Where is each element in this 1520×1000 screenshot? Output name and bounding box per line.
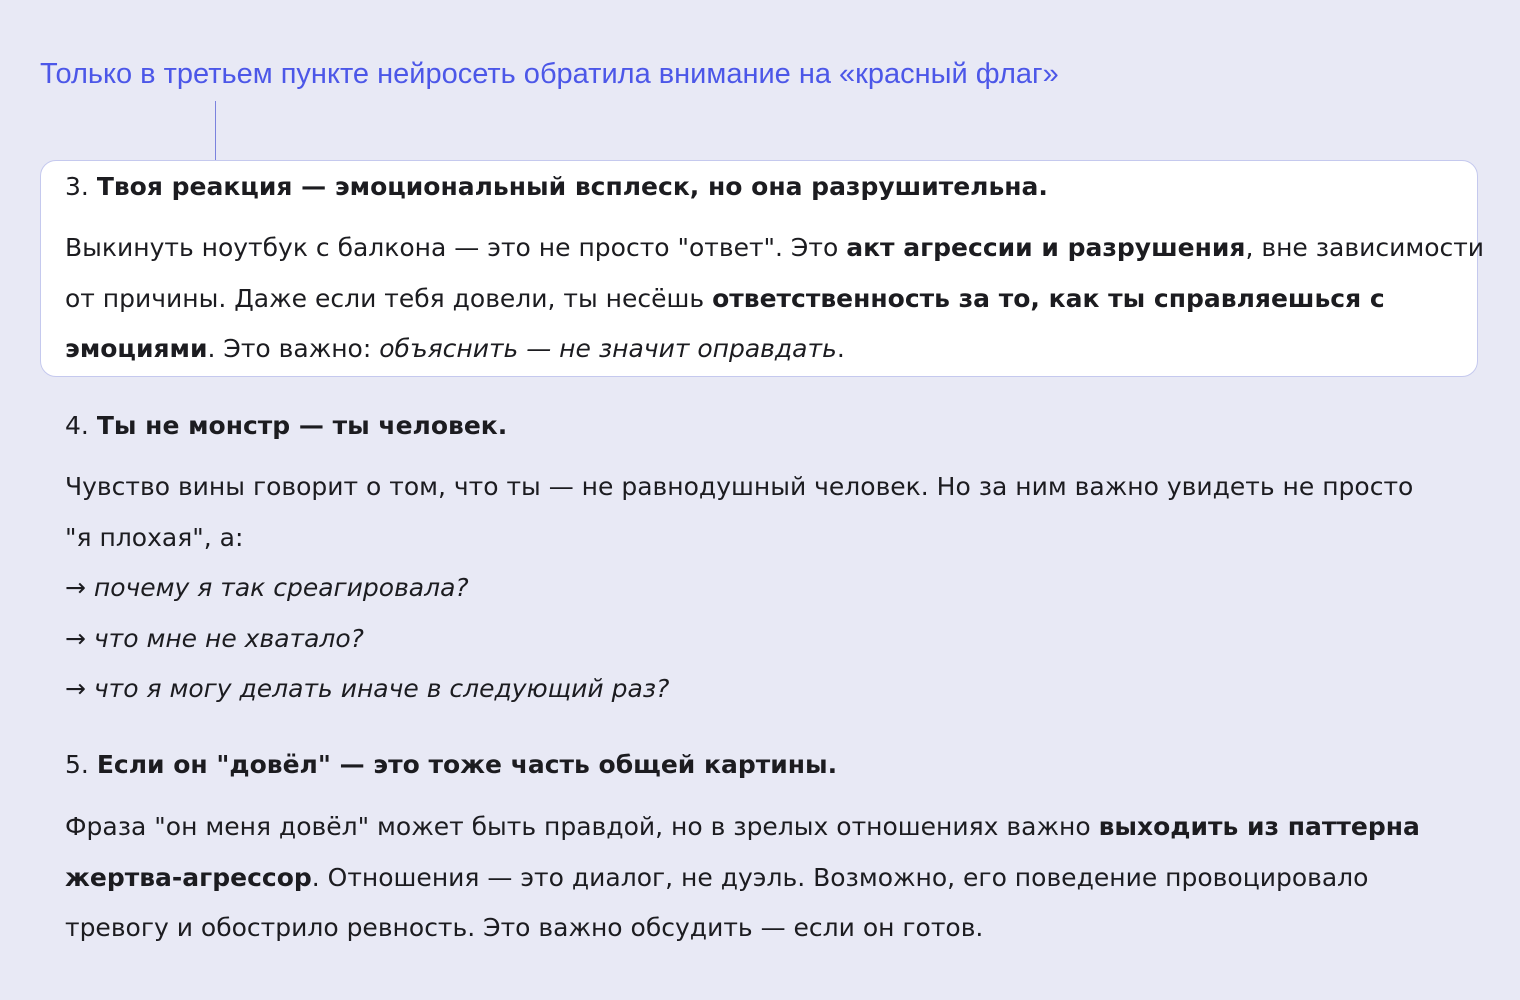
item-3-heading — [65, 170, 1048, 204]
item-4-question-2: → что мне не хватало? — [65, 623, 364, 653]
item-5-line-3: тревогу и обострило ревность. Это важно обсудить — если он готов. — [65, 913, 984, 942]
item-5-number: 5. — [65, 750, 97, 779]
item-3-paragraph — [65, 223, 1484, 375]
item-5-heading — [65, 748, 837, 782]
item-5-paragraph — [65, 802, 1420, 954]
annotation-caption: Только в третьем пункте нейросеть обратила внимание на «красный флаг» — [40, 58, 1059, 90]
item-4-heading — [65, 409, 507, 443]
item-5-title: Если он "довёл" — это тоже часть общей картины. — [96, 750, 838, 779]
item-4-line-2: "я плохая", а: — [65, 522, 244, 552]
item-4-paragraph — [65, 462, 1413, 715]
item-3-number: 3. — [65, 172, 97, 201]
item-4-question-3: → что я могу делать иначе в следующий раз? — [65, 674, 670, 703]
annotation-connector-line — [215, 101, 216, 161]
item-4-question-1: → почему я так среагировала? — [65, 573, 469, 602]
item-3-line-1: Выкинуть ноутбук с балкона — это не просто "ответ". Это акт агрессии и разрушения, вне зависимости — [65, 233, 1485, 262]
item-4-title: Ты не монстр — ты человек. — [96, 411, 508, 440]
item-4-line-1: Чувство вины говорит о том, что ты — не равнодушный человек. Но за ним важно увидеть не просто — [65, 472, 1414, 501]
item-3-line-2: от причины. Даже если тебя довели, ты несёшь ответственность за то, как ты справляешься с — [65, 283, 1385, 313]
item-5-line-2: жертва-агрессор. Отношения — это диалог, не дуэль. Возможно, его поведение провоцировало — [65, 862, 1369, 892]
item-3-line-3: эмоциями. Это важно: объяснить — не значит оправдать. — [65, 334, 845, 363]
item-4-number: 4. — [65, 411, 97, 440]
item-5-line-1: Фраза "он меня довёл" может быть правдой, но в зрелых отношениях важно выходить из паттерна — [65, 812, 1420, 841]
item-3-title: Твоя реакция — эмоциональный всплеск, но она разрушительна. — [96, 172, 1048, 201]
